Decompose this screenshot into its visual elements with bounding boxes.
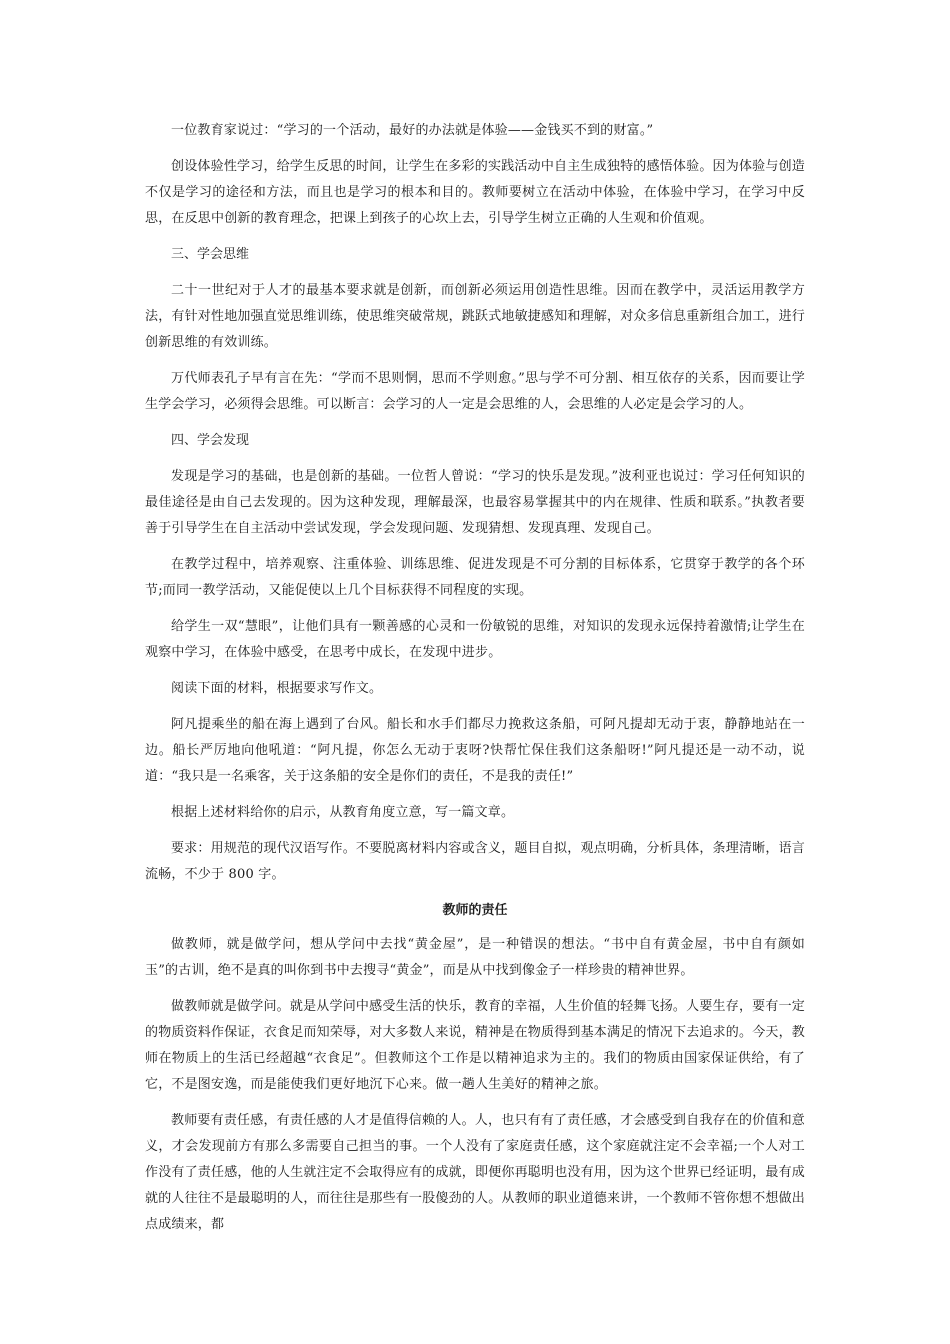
section-heading-discovery: 四、学会发现 [171,433,250,448]
paragraph-afanti-story: 阿凡提乘坐的船在海上遇到了台风。船长和水手们都尽力挽救这条船，可阿凡提却无动于衷，静静地站在一边。船长严厉地向他吼道：“阿凡提，你怎么无动于衷呀?快帮忙保住我们这条船呀!”阿凡提还是一动不动，说道：“我只是一名乘客，关于这条船的安全是你们的责任，不是我的责任!” [145,717,805,784]
paragraph-teaching-process: 在教学过程中，培养观察、注重体验、训练思维、促进发现是不可分割的目标体系，它贯穿于教学的各个环节;而同一教学活动，又能促使以上几个目标获得不同程度的实现。 [145,557,805,598]
paragraph-creative-thinking: 二十一世纪对于人才的最基本要求就是创新，而创新必须运用创造性思维。因而在教学中，灵活运用教学方法，有针对性地加强直觉思维训练，使思维突破常规，跳跃式地敏捷感知和理解，对众多信息重新组合加工，进行创新思维的有效训练。 [145,283,806,350]
paragraph-writing-task: 根据上述材料给你的启示，从教育角度立意，写一篇文章。 [171,805,515,820]
paragraph-experiential-learning: 创设体验性学习，给学生反思的时间，让学生在多彩的实践活动中自主生成独特的感悟体验。因为体验与创造不仅是学习的途径和方法，而且也是学习的根本和目的。教师要树立在活动中体验，在体验中学习，在学习中反思，在反思中创新的教育理念，把课上到孩子的心坎上去，引导学生树立正确的人生观和价值观。 [145,159,805,226]
paragraph-educator-quote: 一位教育家说过：“学习的一个活动，最好的办法就是体验——金钱买不到的财富。” [171,123,654,138]
paragraph-confucius: 万代师表孔子早有言在先：“学而不思则惘，思而不学则愈。”思与学不可分割、相互依存的关系，因而要让学生学会学习，必须得会思维。可以断言：会学习的人一定是会思维的人，会思维的人必定是会学习的人。 [145,371,805,412]
paragraph-discovery: 发现是学习的基础，也是创新的基础。一位哲人曾说：“学习的快乐是发现。”波利亚也说过：学习任何知识的最佳途径是由自己去发现的。因为这种发现，理解最深，也最容易掌握其中的内在规律、性质和联系。”执教者要善于引导学生在自主活动中尝试发现，学会发现问题、发现猜想、发现真理、发现自己。 [145,469,805,536]
paragraph-reading-prompt: 阅读下面的材料，根据要求写作文。 [171,681,383,696]
paragraph-requirements: 要求：用规范的现代汉语写作。不要脱离材料内容或含义，题目自拟，观点明确，分析具体，条理清晰，语言流畅，不少于 800 字。 [145,841,805,882]
article-title: 教师的责任 [442,903,508,918]
section-heading-thinking: 三、学会思维 [171,247,250,262]
article-paragraph: 做教师就是做学问。就是从学问中感受生活的快乐，教育的幸福，人生价值的轻舞飞扬。人要生存，要有一定的物质资料作保证，衣食足而知荣辱，对大多数人来说，精神是在物质得到基本满足的情况下去追求的。今天，教师在物质上的生活已经超越“衣食足”。但教师这个工作是以精神追求为主的。我们的物质由国家保证供给，有了它，不是图安逸，而是能使我们更好地沉下心来。做一趟人生美好的精神之旅。 [145,999,806,1092]
article-paragraph: 教师要有责任感，有责任感的人才是值得信赖的人。人，也只有有了责任感，才会感受到自我存在的价值和意义，才会发现前方有那么多需要自己担当的事。一个人没有了家庭责任感，这个家庭就注定不会幸福;一个人对工作没有了责任感，他的人生就注定不会取得应有的成就，即便你再聪明也没有用，因为这个世界已经证明，最有成就的人往往不是最聪明的人，而往往是那些有一股傻劲的人。从教师的职业道德来讲，一个教师不管你想不想做出点成绩来，都 [145,1113,806,1232]
document-page [145,118,805,1248]
article-paragraph: 做教师，就是做学问，想从学问中去找“黄金屋”，是一种错误的想法。“书中自有黄金屋，书中自有颜如玉”的古训，绝不是真的叫你到书中去搜寻“黄金”，而是从中找到像金子一样珍贵的精神世界。 [145,937,805,978]
paragraph-wise-eyes: 给学生一双“慧眼”，让他们具有一颗善感的心灵和一份敏锐的思维，对知识的发现永远保持着激情;让学生在观察中学习，在体验中感受，在思考中成长，在发现中进步。 [145,619,805,660]
